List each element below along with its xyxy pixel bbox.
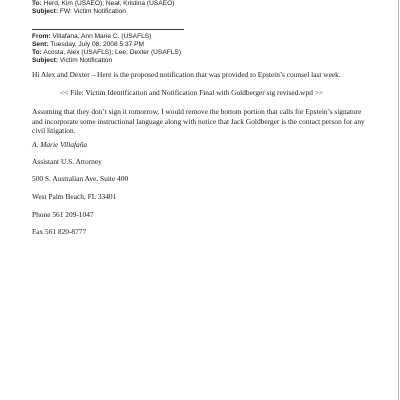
orig-from-line — [32, 33, 151, 41]
orig-to-line — [32, 49, 181, 57]
fwd-subject-line — [32, 8, 126, 16]
fwd-to-label: To: — [32, 0, 42, 7]
fwd-to-line — [32, 0, 174, 8]
orig-from-value: Villafana, Ann Marie C. (USAFLS) — [52, 33, 152, 40]
orig-subject-line — [32, 57, 112, 65]
fwd-to-value: Herd, Kim (USAEO); Neal, Kristina (USAEO) — [43, 0, 175, 7]
orig-subject-value: Victim Notification — [59, 57, 113, 64]
fwd-subject-value: FW: Victim Notification — [59, 8, 126, 15]
signature-title: Assistant U.S. Attorney — [32, 157, 102, 166]
body-paragraph-2: Assuming that they don’t sign it tomorrow, I would remove the bottom portion that calls for Epstein’s signature and incorporate some instructional language along with notice that Jack Goldberger is the contact person for any civil litigation. — [32, 107, 365, 136]
orig-sent-line — [32, 41, 144, 49]
fwd-subject-label: Subject: — [32, 8, 59, 15]
signature-phone: Phone 561 209-1047 — [32, 210, 94, 219]
signature-address-line-1: 500 S. Australian Ave, Suite 400 — [32, 174, 129, 183]
orig-sent-value: Tuesday, July 08, 2008 5:37 PM — [50, 41, 145, 48]
orig-sent-label: Sent: — [32, 41, 49, 48]
page-edge-line — [398, 0, 399, 400]
signature-fax: Fax 561 820-8777 — [32, 227, 87, 236]
orig-to-label: To: — [32, 49, 42, 56]
orig-subject-label: Subject: — [32, 57, 59, 64]
signature-address-line-2: West Palm Beach, FL 33401 — [32, 192, 117, 201]
attachment-reference[interactable]: << File: Victim Identification and Notification Final with Goldberger sig revised.wpd >> — [60, 88, 324, 97]
orig-from-label: From: — [32, 33, 51, 40]
header-divider — [32, 29, 184, 30]
orig-to-value: Acosta, Alex (USAFLS); Lee, Dexter (USAFLS) — [43, 49, 182, 56]
signature-name: A. Marie Villafaña — [32, 140, 88, 149]
body-paragraph-1: Hi Alex and Dexter – Here is the proposed notification that was provided to Epstein’s counsel last week. — [32, 70, 341, 79]
